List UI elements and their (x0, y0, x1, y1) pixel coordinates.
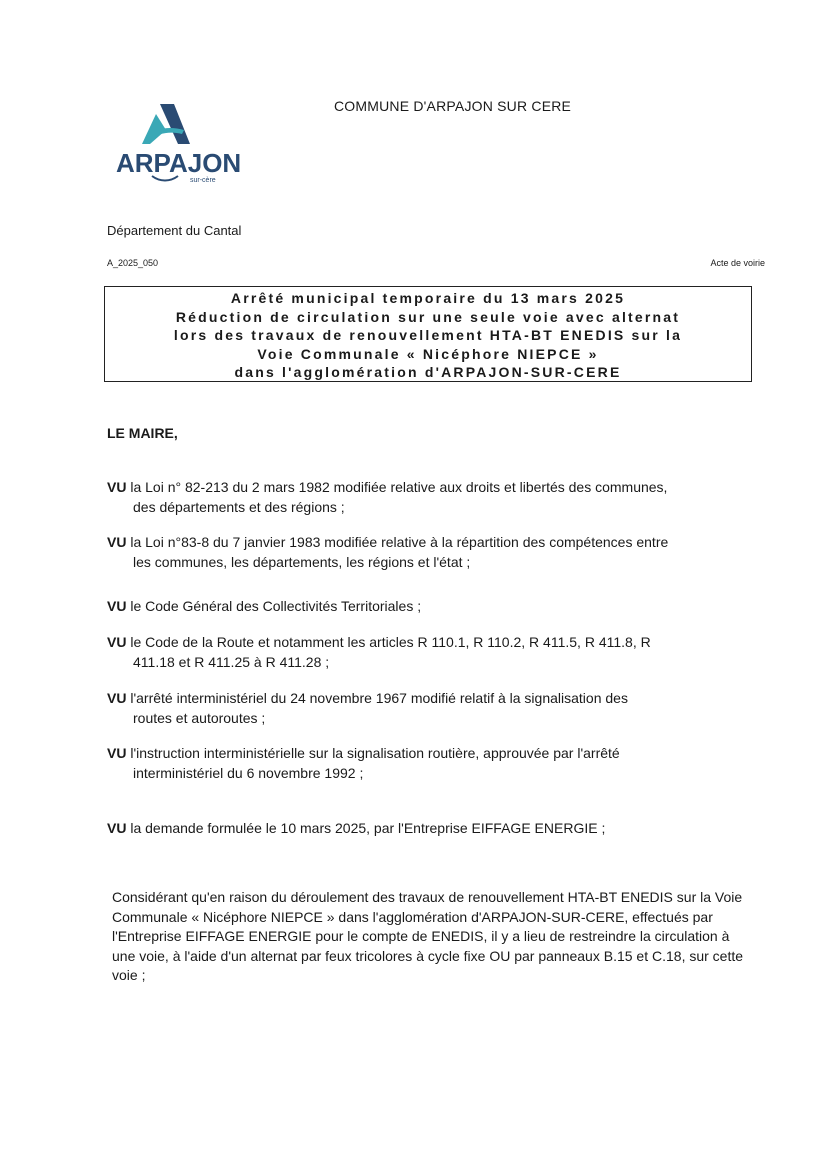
commune-heading: COMMUNE D'ARPAJON SUR CERE (334, 98, 572, 114)
vu-text: la Loi n°83-8 du 7 janvier 1983 modifiée relative à la répartition des compétences entre (130, 534, 669, 550)
le-maire-heading: LE MAIRE, (107, 425, 178, 441)
vu-text: la Loi n° 82-213 du 2 mars 1982 modifiée relative aux droits et libertés des communes, (130, 479, 668, 495)
vu-text-continued: routes et autoroutes ; (133, 710, 266, 726)
vu-keyword: VU (107, 534, 127, 550)
vu-keyword: VU (107, 690, 127, 706)
considerant-paragraph: Considérant qu'en raison du déroulement des travaux de renouvellement HTA-BT ENEDIS sur la Voie Communale « Nicéphore NIEPCE » dans l'agglomération d'ARPAJON-SUR-CERE, effectués par l'Entreprise EIFFAGE ENERGIE pour le compte de ENEDIS, il y a lieu de restreindre la circulation à une voie, à l'aide d'un alternat par feux tricolores à cycle fixe OU par panneaux B.15 et C.18, sur cette voie ; (112, 889, 744, 983)
vu-keyword: VU (107, 634, 127, 650)
vu-keyword: VU (107, 745, 127, 761)
vu-item (107, 818, 752, 838)
vu-item (107, 743, 752, 783)
vu-item (107, 632, 752, 672)
arpajon-logo (112, 100, 242, 190)
logo-subtitle: sur-cère (190, 177, 216, 184)
logo-word: ARPAJON (116, 148, 242, 178)
vu-text-continued: interministériel du 6 novembre 1992 ; (133, 765, 364, 781)
vu-text: l'arrêté interministériel du 24 novembre 1967 modifié relatif à la signalisation des (130, 690, 628, 706)
vu-item (107, 596, 752, 616)
reference-number: A_2025_050 (107, 258, 159, 268)
vu-item (107, 688, 752, 728)
acte-type: Acte de voirie (710, 258, 765, 268)
departement-label: Département du Cantal (107, 223, 242, 238)
vu-text: le Code Général des Collectivités Territoriales ; (130, 598, 422, 614)
vu-text-continued: 411.18 et R 411.25 à R 411.28 ; (133, 654, 330, 670)
title-line: lors des travaux de renouvellement HTA-BT ENEDIS sur la (173, 327, 683, 343)
title-line: dans l'agglomération d'ARPAJON-SUR-CERE (234, 364, 622, 380)
vu-text: l'instruction interministérielle sur la signalisation routière, approuvée par l'arrêté (130, 745, 620, 761)
title-line: Voie Communale « Nicéphore NIEPCE » (257, 345, 599, 362)
vu-text: la demande formulée le 10 mars 2025, par l'Entreprise EIFFAGE ENERGIE ; (130, 820, 606, 836)
vu-item (107, 532, 752, 572)
title-line: Réduction de circulation sur une seule voie avec alternat (175, 308, 681, 325)
vu-keyword: VU (107, 598, 127, 614)
vu-text-continued: des départements et des régions ; (133, 499, 345, 515)
title-box (104, 286, 752, 382)
vu-text-continued: les communes, les départements, les régions et l'état ; (133, 554, 471, 570)
vu-keyword: VU (107, 479, 127, 495)
vu-item (107, 477, 752, 517)
title-line: Arrêté municipal temporaire du 13 mars 2025 (230, 290, 626, 306)
vu-keyword: VU (107, 820, 127, 836)
vu-text: le Code de la Route et notamment les articles R 110.1, R 110.2, R 411.5, R 411.8, R (130, 634, 651, 650)
